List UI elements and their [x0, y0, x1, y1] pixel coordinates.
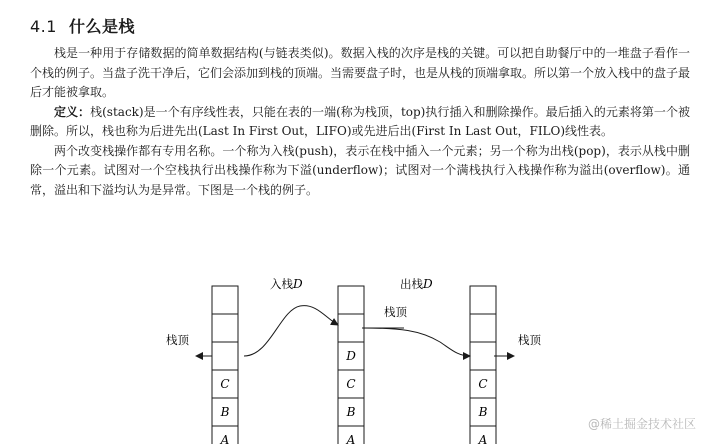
- stack-2-cell-label-c: C: [346, 377, 356, 391]
- stack-1-cell-label-a: A: [220, 433, 230, 444]
- stack-2-cell-label-d: D: [346, 349, 356, 363]
- top-label-1: 栈顶: [166, 333, 189, 347]
- stack-2-cell-label-b: B: [346, 405, 356, 419]
- stack-3: [470, 286, 496, 444]
- section-title: 什么是栈: [68, 17, 135, 36]
- pop-label: [400, 277, 433, 291]
- body-text: [30, 44, 690, 200]
- definition-term: 定义：: [54, 104, 91, 119]
- stack-3-cell-2: [470, 314, 496, 342]
- push-label-text: 入栈: [270, 277, 293, 291]
- stack-1-cell-label-c: C: [220, 377, 230, 391]
- definition-text: 栈(stack)是一个有序线性表，只能在表的一端(称为栈顶，top)执行插入和删除操作。最后插入的元素将第一个被删除。所以，栈也称为后进先出(Last In First Out，LIFO)或先进后出(First In Last Out，FILO)线性表。: [30, 104, 690, 138]
- top-label-2: 栈顶: [384, 305, 407, 319]
- stack-3-cell-label-c: C: [478, 377, 488, 391]
- stack-2-cell-label-a: A: [346, 433, 356, 444]
- stack-3-cell-label-b: B: [478, 405, 488, 419]
- paragraph-operations: 两个改变栈操作都有专用名称。一个称为入栈(push)，表示在栈中插入一个元素；另一个称为出栈(pop)，表示从栈中删除一个元素。试图对一个空栈执行出栈操作称为下溢(underflow)；试图对一个满栈执行入栈操作称为溢出(overflow)。通常，溢出和下溢均认为是异常。下图是一个栈的例子。: [30, 143, 690, 197]
- watermark: @稀土掘金技术社区: [587, 417, 696, 431]
- top-label-3: 栈顶: [518, 333, 541, 347]
- section-number: 4.1: [30, 17, 57, 36]
- section-heading: [30, 14, 135, 37]
- stack-1-cell-3: [212, 342, 238, 370]
- push-label-var: D: [293, 277, 303, 291]
- paragraph-intro: 栈是一种用于存储数据的简单数据结构(与链表类似)。数据入栈的次序是栈的关键。可以把自助餐厅中的一堆盘子看作一个栈的例子。当盘子洗干净后，它们会添加到栈的顶端。当需要盘子时，也是从栈的顶端拿取。所以第一个放入栈中的盘子最后才能被拿取。: [30, 46, 691, 99]
- pop-label-text: 出栈: [400, 277, 423, 291]
- stack-1-cell-2: [212, 314, 238, 342]
- stack-1-cell-label-b: B: [220, 405, 230, 419]
- push-label: [270, 277, 303, 291]
- stack-3-cell-1: [470, 286, 496, 314]
- paragraph-definition: [30, 103, 690, 142]
- stack-3-cell-3: [470, 342, 496, 370]
- push-arrow: [244, 306, 338, 356]
- pop-label-var: D: [423, 277, 433, 291]
- stack-1: [212, 286, 238, 444]
- stack-2: [338, 286, 364, 444]
- stack-3-cell-label-a: A: [478, 433, 488, 444]
- stack-2-cell-1: [338, 286, 364, 314]
- pop-arrow: [362, 328, 470, 356]
- stack-2-cell-2: [338, 314, 364, 342]
- stack-1-cell-1: [212, 286, 238, 314]
